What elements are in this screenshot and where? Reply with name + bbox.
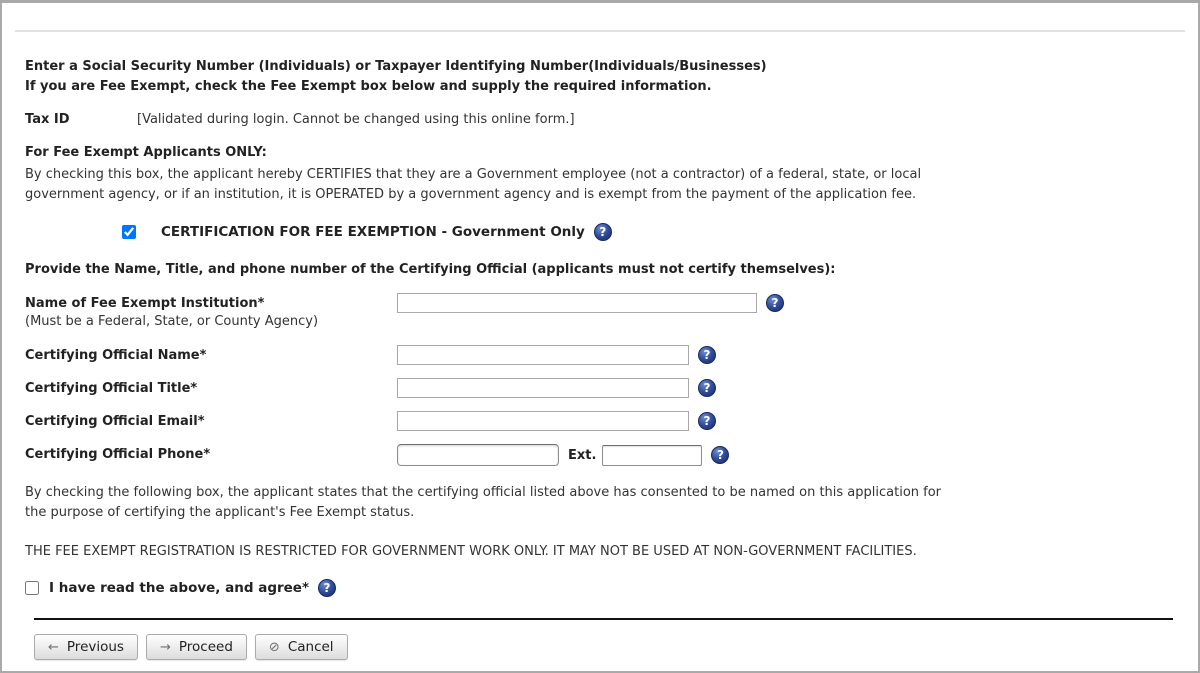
proceed-button[interactable] <box>146 634 247 660</box>
intro-line-2: If you are Fee Exempt, check the Fee Exempt box below and supply the required information. <box>25 79 712 94</box>
cancel-slash-icon: ⊘ <box>268 639 280 655</box>
official-title-help-icon[interactable]: ? <box>698 379 716 397</box>
previous-arrow-icon: ← <box>48 639 59 655</box>
certification-checkbox[interactable] <box>122 225 136 239</box>
official-title-label: Certifying Official Title* <box>25 381 198 396</box>
certification-row <box>25 223 1178 241</box>
cancel-button-label: Cancel <box>287 639 334 655</box>
official-title-input[interactable] <box>397 378 689 398</box>
tax-id-note: [Validated during login. Cannot be changed using this online form.] <box>137 112 575 127</box>
official-name-input[interactable] <box>397 345 689 365</box>
official-email-help-icon[interactable]: ? <box>698 412 716 430</box>
consent-paragraph: By checking the following box, the applicant states that the certifying official listed above has consented to be named on this application for the purpose of certifying the applicant's Fee Exempt status. <box>25 485 942 520</box>
official-phone-input[interactable] <box>397 444 559 466</box>
certification-label: CERTIFICATION FOR FEE EXEMPTION - Government Only <box>161 224 585 240</box>
previous-button-label: Previous <box>66 639 124 655</box>
official-name-help-icon[interactable]: ? <box>698 346 716 364</box>
official-email-label: Certifying Official Email* <box>25 414 205 429</box>
agree-help-icon[interactable]: ? <box>318 579 336 597</box>
phone-ext-input[interactable] <box>602 445 702 466</box>
footer-divider <box>34 618 1173 620</box>
official-phone-help-icon[interactable]: ? <box>711 446 729 464</box>
institution-input[interactable] <box>397 293 757 313</box>
institution-row <box>25 293 1178 332</box>
proceed-arrow-icon: → <box>159 639 171 655</box>
official-phone-row <box>25 444 1178 466</box>
tax-id-row <box>25 111 1178 129</box>
official-email-input[interactable] <box>397 411 689 431</box>
institution-sublabel: (Must be a Federal, State, or County Agency) <box>25 314 319 329</box>
official-phone-label: Certifying Official Phone* <box>25 447 211 462</box>
button-bar <box>34 634 1158 660</box>
form-content <box>2 32 1198 597</box>
official-name-label: Certifying Official Name* <box>25 348 207 363</box>
agree-row <box>25 579 1178 597</box>
fee-exempt-heading: For Fee Exempt Applicants ONLY: <box>25 145 267 160</box>
official-name-row <box>25 345 1178 365</box>
intro-line-1: Enter a Social Security Number (Individuals) or Taxpayer Identifying Number(Individuals/Businesses) <box>25 59 767 74</box>
form-rows <box>25 293 1178 466</box>
certification-help-icon[interactable]: ? <box>594 223 612 241</box>
certifying-official-instruction: Provide the Name, Title, and phone number of the Certifying Official (applicants must not certify themselves): <box>25 262 836 277</box>
cancel-button[interactable] <box>255 634 348 660</box>
restriction-paragraph: THE FEE EXEMPT REGISTRATION IS RESTRICTED FOR GOVERNMENT WORK ONLY. IT MAY NOT BE USED AT NON-GOVERNMENT FACILITIES. <box>25 544 917 559</box>
agree-checkbox[interactable] <box>25 581 39 595</box>
official-email-row <box>25 411 1178 431</box>
agree-label: I have read the above, and agree* <box>49 580 310 596</box>
institution-label: Name of Fee Exempt Institution* <box>25 296 265 311</box>
proceed-button-label: Proceed <box>178 639 233 655</box>
phone-ext-label: Ext. <box>568 447 597 463</box>
tax-id-label: Tax ID <box>25 112 70 127</box>
institution-help-icon[interactable]: ? <box>766 294 784 312</box>
official-title-row <box>25 378 1178 398</box>
fee-exempt-description: By checking this box, the applicant hereby CERTIFIES that they are a Government employee (not a contractor) of a federal, state, or local government agency, or if an institution, it is OPERATED by a government agency and is exempt from the payment of the application fee. <box>25 167 922 202</box>
previous-button[interactable] <box>34 634 138 660</box>
